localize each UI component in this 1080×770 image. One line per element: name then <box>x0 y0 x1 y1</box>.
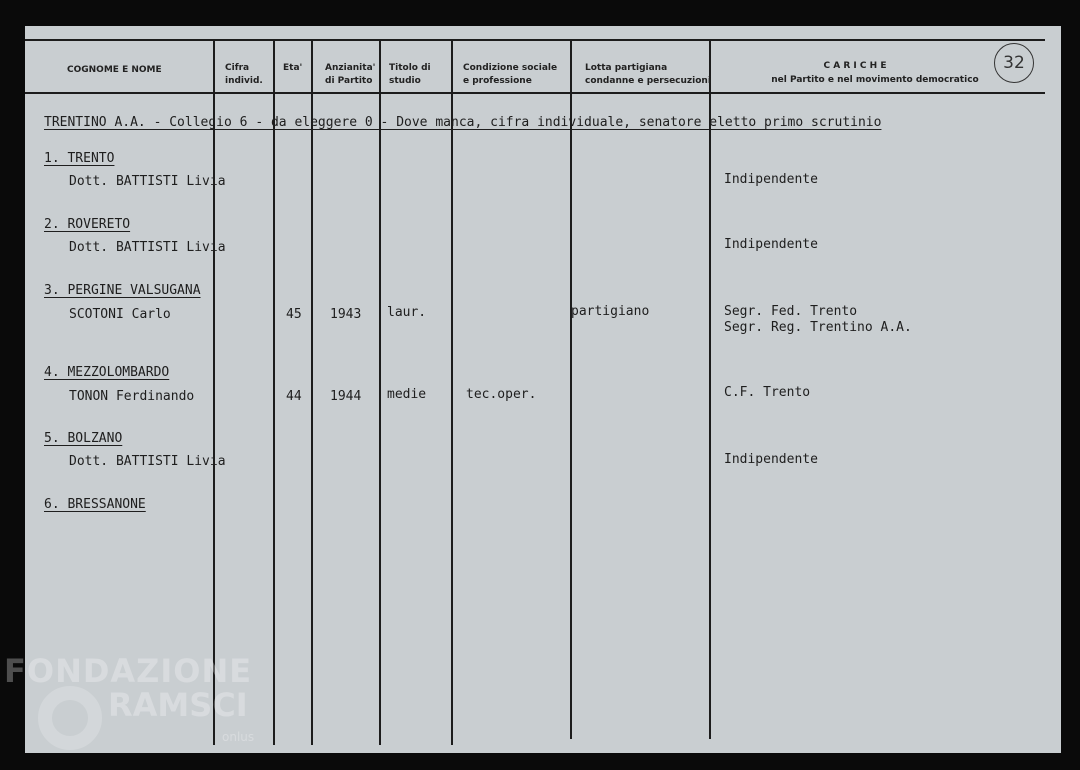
col-header-anzianita: Anzianita' di Partito <box>325 63 376 86</box>
entry-name: SCOTONI Carlo <box>69 307 171 322</box>
entry-name: Dott. BATTISTI Livia <box>69 174 226 189</box>
entry-cariche: Indipendente <box>724 452 818 467</box>
entry-place: 4. MEZZOLOMBARDO <box>44 365 170 380</box>
column-rule <box>451 39 453 745</box>
watermark-fondazione: FONDAZIONE <box>4 652 253 690</box>
column-rule <box>709 39 711 739</box>
entry-cariche: Indipendente <box>724 172 818 187</box>
watermark-onlus: onlus <box>222 730 255 744</box>
entry-place: 2. ROVERETO <box>44 217 131 232</box>
col-header-cariche-title: C A R I C H E <box>823 61 887 71</box>
entry-cariche: C.F. Trento <box>724 385 811 400</box>
column-rule <box>311 39 313 745</box>
header-top-rule <box>25 39 1045 41</box>
column-rule <box>213 39 215 745</box>
entry-titolo: laur. <box>387 305 427 320</box>
entry-name: Dott. BATTISTI Livia <box>69 240 226 255</box>
document-sheet <box>25 26 1061 753</box>
col-header-cognome: COGNOME E NOME <box>67 65 162 75</box>
entry-place: 5. BOLZANO <box>44 431 123 446</box>
entry-name: Dott. BATTISTI Livia <box>69 454 226 469</box>
entry-titolo: medie <box>387 387 427 402</box>
col-header-condizione: Condizione sociale e professione <box>463 63 558 86</box>
entry-place: 1. TRENTO <box>44 151 115 166</box>
col-header-eta: Eta' <box>283 63 303 73</box>
entry-cariche: Segr. Fed. Trento Segr. Reg. Trentino A.A. <box>724 304 912 335</box>
entry-name: TONON Ferdinando <box>69 389 195 404</box>
col-header-titolo: Titolo di studio <box>389 63 431 86</box>
entry-cariche: Indipendente <box>724 237 818 252</box>
watermark-gramsci: RAMSCI <box>108 686 248 724</box>
column-rule <box>570 39 572 739</box>
column-rule <box>273 39 275 745</box>
col-header-lotta: Lotta partigiana condanne e persecuzioni <box>585 63 711 86</box>
entry-anno: 1944 <box>330 389 362 404</box>
entry-eta: 44 <box>286 389 302 404</box>
entry-place: 3. PERGINE VALSUGANA <box>44 283 201 298</box>
entry-lotta: partigiano <box>571 304 650 319</box>
column-rule <box>379 39 381 745</box>
header-bottom-rule <box>25 92 1045 94</box>
section-heading: TRENTINO A.A. - Collegio 6 - da eleggere 0 - Dove manca, cifra individuale, senatore eletto primo scrutinio <box>44 115 882 130</box>
page-number: 32 <box>994 43 1034 83</box>
entry-eta: 45 <box>286 307 302 322</box>
watermark-g-logo-icon <box>38 686 102 750</box>
col-header-cifra: Cifra individ. <box>225 63 263 86</box>
entry-place: 6. BRESSANONE <box>44 497 146 512</box>
entry-condizione: tec.oper. <box>466 387 537 402</box>
entry-anno: 1943 <box>330 307 362 322</box>
col-header-cariche-sub: nel Partito e nel movimento democratico <box>771 75 979 85</box>
